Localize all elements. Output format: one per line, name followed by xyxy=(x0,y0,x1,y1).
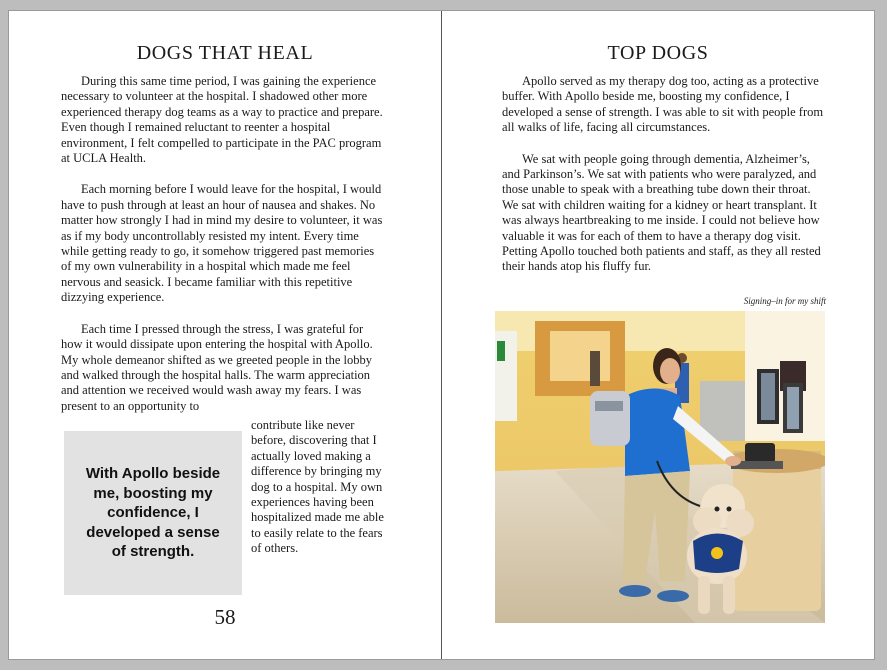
pull-quote-box xyxy=(64,431,242,595)
wrapped-paragraph-continuation: contribute like never before, discovering that I actually loved making a difference by bringing my dog to a hospital. My own experiences having been hospitalized made me able to easily relate to the fears of others. xyxy=(251,418,384,556)
right-page xyxy=(442,11,874,659)
chapter-title: DOGS THAT HEAL xyxy=(136,42,314,64)
paragraph: We sat with people going through dementia, Alzheimer’s, and Parkinson’s. We sat with patients who were paralyzed, and those unable to speak with a breathing tube down their throat. We sat with children waiting for a kidney or heart transplant. It was always heartbreaking to me inside. I could not believe how valuable it was for each of them to have a therapy dog visit. Petting Apollo touched both patients and staff, as they all rested their hands atop his fluffy fur. xyxy=(502,151,821,274)
photo-illustration xyxy=(495,311,825,623)
paragraph: Each morning before I would leave for the hospital, I would have to push through at least an hour of nausea and shakes. No matter how strongly I had in mind my desire to volunteer, it was as if my body uncontrollably resisted my intent. Every time while getting ready to go, it somehow triggered past memories of my own vulnerability in a hospital which made me feel nervous and seasick. I became familiar with this repetitive dizzying experience. xyxy=(61,182,383,305)
photo-caption: Signing–in for my shift xyxy=(743,296,826,306)
page-number: 58 xyxy=(214,605,236,629)
left-page xyxy=(9,11,441,659)
chapter-title: TOP DOGS xyxy=(607,42,709,64)
hospital-lobby-photo xyxy=(495,311,825,623)
paragraph: During this same time period, I was gaining the experience necessary to volunteer at the hospital. I shadowed other more experienced therapy dog teams as a way to practice and prepare. Even though I remained reluctant to reenter a hospital environment, I felt compelled to participate in the PAC program at UCLA Health. xyxy=(61,74,383,166)
book-spread xyxy=(9,11,874,659)
paragraph: Each time I pressed through the stress, I was grateful for how it would dissipate upon entering the hospital with Apollo. My whole demeanor shifted as we greeted people in the lobby and walked through the hospital halls. The warm appreciation and attention we received would wash away my fears. I was present to an opportunity to xyxy=(61,321,373,413)
paragraph: Apollo served as my therapy dog too, acting as a protective buffer. With Apollo beside me, boosting my confidence, I developed a sense of strength. I was able to sit with people from all walks of life, facing all circumstances. xyxy=(502,74,824,135)
pull-quote-text: With Apollo beside me, boosting my confidence, I developed a sense of strength. xyxy=(85,465,221,561)
body-text xyxy=(502,74,824,291)
body-text xyxy=(61,74,383,430)
